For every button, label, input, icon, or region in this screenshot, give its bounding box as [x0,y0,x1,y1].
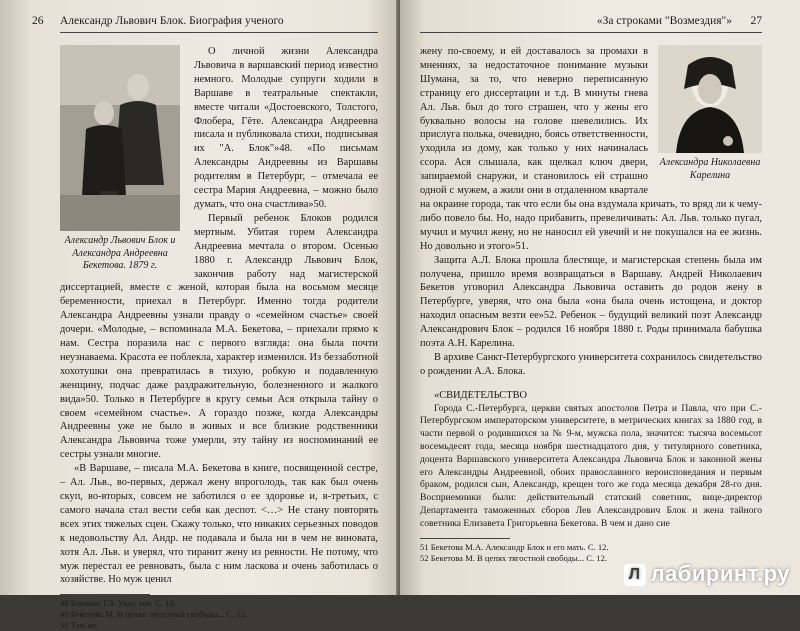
right-page [400,0,800,595]
footnote-divider [420,538,510,539]
body-paragraph: В архиве Санкт-Петербургского университета сохранилось свидетельство о рождении А.А. Блока. [420,351,762,377]
body-paragraph: «В Варшаве, – писала М.А. Бекетова в книге, посвященной сестре, – Ал. Льв., во-первых, держал жену впроголодь, так как был очень скуп, во-вторых, совсем не заботился о ее здоровье и, в-третьих, с самого начала стал вести себя как деспот. <…> Не стану повторять всех этих тяжелых сцен. Скажу только, что никаких серьезных поводов к недовольству Ал. Андр. не подавала и была ни в чем не виновата, хотя Ал. Льв. и уверял, что тиранит жену из ревности. Не потому, что муж перестал ее ревновать, была с ним ласкова и очень заботилась о хозяйстве. Но муж ценил [60,463,378,586]
left-page-number: 26 [32,15,44,27]
watermark-text: лабиринт.ру [650,561,790,586]
footnote-divider [60,594,150,595]
footnote: 50 Там же. [60,620,99,631]
photo-caption: Александр Львович Блок и Александра Андреевна Бекетова. 1879 г. [64,235,176,271]
photo-blok-and-beketova [60,45,180,231]
watermark [624,561,790,587]
document-quote-heading: «СВИДЕТЕЛЬСТВО [434,389,528,401]
body-paragraph: жену по-своему, и ей доставалось за промахи в мнениях, за недостаточное понимание музыки Шумана, за то, что неверно переписанную страницу его диссертации и т.д. В минуты гнева Ал. Льв. был до того страшен, что у жены его буквально волосы на голове шевелились. Их прислуга полька, очевидно, боясь ответственности, уходила из дому, как только у них начиналась ссора. Ася слышала, как щелкал ключ двери, запираемой снаружи, и становилось ей страшно одной с мужем, а жили они в отдаленном квартале на окраине города, так что если бы она вздумала кричать, то вряд ли к чему-либо повело бы. Но, надо прибавить, превеличивать: Ал. Льв. только пугал, мучил и мучил жену, но не наносил ей увечий и не покушался на ее жизнь. Но довольно и этого»51. [420,46,762,252]
footnote: 49 Бекетова М. В цепях тягостной свободы... С. 12. [60,609,248,620]
body-paragraph: Защита А.Л. Блока прошла блестяще, и магистерская степень была им получена, пришло время возвращаться в Варшаву. Андрей Николаевич Бекетов уговорил Александра Львовича оставить до родов жену в Петербурге, уверяя, что она была «она была очень истощена, и доктор находил опасным везти ее»52. Ребенок – будущий великий поэт Александр Александрович Блок – родился 16 ноября 1880 г. Роды принимала бабушка поэта А.Н. Карелина. [420,254,762,350]
footnote: 52 Бекетова М. В цепях тягостной свободы... С. 12. [420,552,608,563]
labirint-logo-icon: Л [624,564,646,586]
photo-caption: Александра Николаевна Карелина [659,157,761,181]
left-page [0,0,398,631]
left-running-head [32,14,378,33]
footnote: 51 Бекетова М.А. Александр Блок и его мать. С. 12. [420,541,609,552]
body-paragraph: Первый ребенок Блоков родился мертвым. Убитая горем Александра Андреевна мечтала о втором. Осенью 1880 г. Александр Львович Блок, закончив работу над магистерской диссертацией, вместе с женой, которая была на восьмом месяце беременности, приехал в Петербург. Именно тогда родители Александра Андреевны узнали правду о «семейном счастье» своей дочери. «Молодые, – вспоминала М.А. Бекетова, – приехали прямо к нам. Сестра поразила нас с первого взгляда: она была почти неузнаваема. Красота ее поблекла, характер изменился. Из беззаботной хохотушки она превратилась в тихую, робкую и подавленную женщину, подчас даже раздражительную, болезненного и жалкого вида»50. Только в Петербурге в кругу семьи Ася открыла тайну о своем «семейном счастье». А гораздо позже, когда Александры Андреевны уже не было в живых и все близкие родственники Александра Львовича тоже умерли, эту тайну из воспоминаний ее сестры узнали многие. [60,212,378,461]
photo-karelina [658,45,762,153]
right-header-title: «За строками "Возмездия"» [596,15,732,27]
right-page-number: 27 [750,15,762,27]
document-quote-text: Города С.-Петербурга, церкви святых апостолов Петра и Павла, что при С.-Петербургском императорском университете, в метрических книгах за 1880 год, в части первой о родившихся за № 9-м, мужска пола, значится: тысяча восемьсот восемьдесят года, месяца ноября шестнадцатого дня, у титулярного советника, доцента Варшавского университета Александра Львовича Блок и законной жены его Александры Андреевной, обоих православного вероисповедания и первым браком, родился сын, Александр, крещен того же года месяца декабря 28-го дня. Восприемники были: действительный статский советник, вице-директор Департамента таможенных сборов Лев Александрович Блок и жена тайного советника Елизавета Григорьевна Бекетова. В чем и дано сие [420,402,762,529]
footnote: 48 Блюмин Г.З. Указ. соч. С. 16. [60,598,176,609]
right-running-head [420,14,762,33]
left-header-title: Александр Львович Блок. Биография ученого [60,15,284,27]
body-paragraph: О личной жизни Александра Львовича в варшавский период известно немного. Молодые супруги ходили в Варшаве в театральные спектакли, вместе читали «Достоевского, Толстого, Флобера, Гёте. Александра Андреевна писала и публиковала стихи, подписывая их "А. Блок"»48. «По письмам Александры Андреевны из Варшавы родителям в Петербург, – отмечала ее сестра Мария Андреевна, – можно было думать, что она счастлива»50. [194,46,378,210]
